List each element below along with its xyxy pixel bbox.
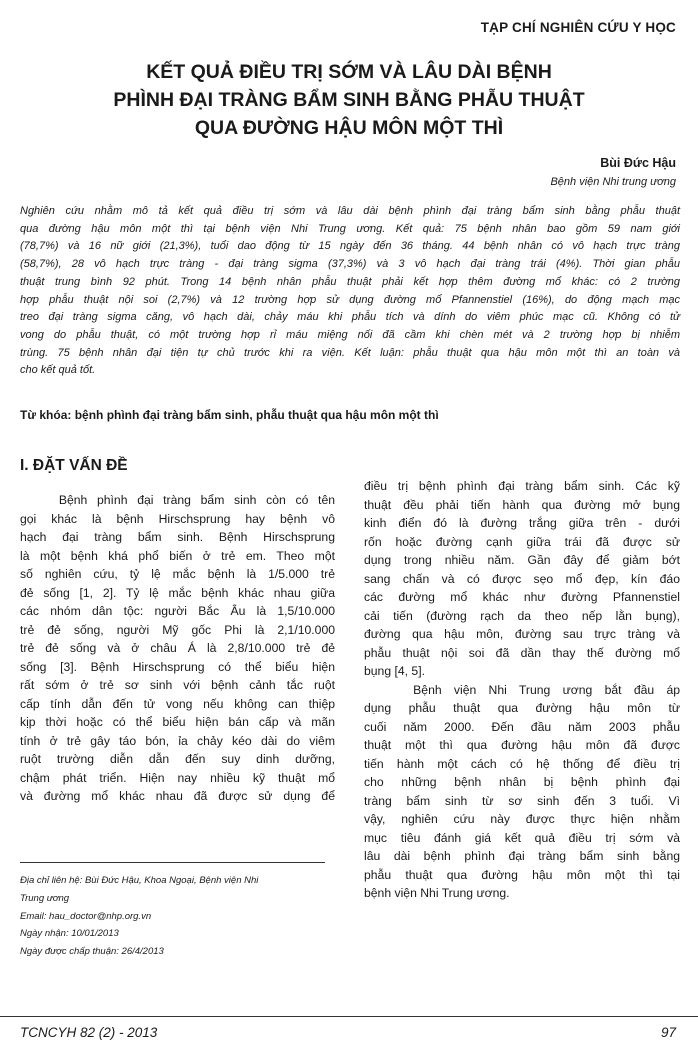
footnote-line: Địa chỉ liên hệ: Bùi Đức Hậu, Khoa Ngoại, Bệnh viện Nhi (20, 875, 259, 886)
body-line: vậy, nghiên cứu này được thực hiện nhằm (364, 812, 680, 826)
body-line: Bệnh phình đại tràng bẩm sinh còn có tên (20, 493, 335, 507)
body-line: tràng bẩm sinh từ sơ sinh đến 3 tuổi. Vì (364, 793, 680, 808)
abstract-line: treo đại tràng sigma căng, vô hạch dài, chảy máu khi phẫu tích và dính do viêm phúc mạc cũ. Không có tử (20, 311, 680, 324)
footer-divider (0, 1016, 698, 1017)
body-line: trẻ đẻ sống, người Mỹ gốc Phi là 2,1/10.000 (20, 622, 335, 637)
abstract-line: qua đường hậu môn một thì tại bệnh viện Nhi Trung ương. Kết quả: 75 bệnh nhân bao gồm 59 nam giới (20, 222, 680, 235)
body-line: rất sớm ở trẻ sơ sinh với bệnh cảnh tắc ruột (20, 678, 335, 692)
journal-issue: TCNCYH 82 (2) - 2013 (20, 1025, 158, 1040)
body-line: cuối năm 2000. Đến đầu năm 2003 phẫu (364, 719, 680, 734)
body-line: chậm phát triển. Hiện nay nhiều kỹ thuật mổ (20, 770, 335, 785)
title-line: PHÌNH ĐẠI TRÀNG BẨM SINH BẰNG PHẪU THUẬT (113, 89, 585, 111)
footnote-line: Email: hau_doctor@nhp.org.vn (20, 910, 152, 922)
abstract-line: (58,7%), 28 vô hạch trực tràng - đại tràng sigma (37,3%) và 3 vô hạch đại tràng trái (4%). Thời gian phẫu (20, 258, 680, 271)
body-line: các nhóm dân tộc: người Bắc Âu là 1,5/10.000 (20, 604, 335, 618)
abstract (20, 203, 680, 380)
body-line: các đường mổ khác như đường Pfannenstiel (364, 590, 680, 604)
body-line: ruột trường diễn dẫn đến suy dinh dưỡng, (20, 752, 335, 766)
keywords: Từ khóa: bệnh phình đại tràng bẩm sinh, phẫu thuật qua hậu môn một thì (20, 408, 439, 422)
abstract-line: hợp phẫu thuật nội soi (2,7%) và 12 trường hợp sử dụng đường mổ Pfannenstiel (16%), do động mạch mạc (20, 293, 680, 306)
body-line: sống [3]. Bệnh Hirschsprung có thể biểu hiện (20, 659, 335, 674)
body-line: dụng trong nhiều năm. Gần đây để giảm bớt (364, 553, 680, 567)
body-line: dụng phẫu thuật qua đường hậu môn từ (364, 701, 680, 715)
body-line: bụng [4, 5]. (364, 664, 425, 678)
body-line: đẻ sống [1, 2]. Tỷ lệ mắc bệnh khác nhau giữa (20, 585, 335, 600)
footnote-line: Ngày được chấp thuận: 26/4/2013 (20, 946, 164, 958)
journal-name: TẠP CHÍ NGHIÊN CỨU Y HỌC (480, 20, 676, 35)
body-line: đường qua hậu môn, đường sau trực tràng và (364, 627, 680, 641)
page-number: 97 (660, 1025, 676, 1040)
right-column (364, 477, 680, 903)
body-line: trẻ đẻ sống và ở châu Á là 2,8/10.000 trẻ đẻ (20, 641, 335, 655)
footnote-line: Ngày nhận: 10/01/2013 (20, 928, 119, 940)
article-title (20, 58, 678, 142)
body-line: thuật một thì qua đường hậu môn đã được (364, 738, 680, 752)
body-line: sang chấn và có được sẹo mổ đẹp, kín đáo (364, 571, 680, 586)
body-line: phẫu thuật qua đường hậu môn một thì tại (364, 867, 680, 882)
left-column (20, 491, 335, 806)
body-line: hạch đại tràng bẩm sinh. Bệnh Hirschsprung (20, 530, 335, 544)
body-line: mục tiêu đánh giá kết quả điều trị sớm và (364, 830, 680, 845)
body-line: kịp thời hoặc có thể biểu hiện bán cấp và mãn (20, 715, 335, 729)
body-line: bệnh viện Nhi Trung ương. (364, 886, 510, 900)
abstract-line: Nghiên cứu nhằm mô tả kết quả điều trị sớm và lâu dài bệnh phình đại tràng bẩm sinh bằng phẫu thuật (20, 205, 680, 217)
body-line: số nghiên cứu, tỷ lệ mắc bệnh là 1/5.000 trẻ (20, 567, 335, 581)
abstract-line: thuật trung bình 92 phút. Trong 14 bệnh nhân phẫu thuật phải kết hợp thêm đường mổ khác: có 2 trường (20, 275, 680, 288)
body-line: tính ở trẻ gây táo bón, ỉa chảy kéo dài do viêm (20, 733, 335, 748)
body-line: cấp tính dẫn đến tử vong nếu không can thiệp (20, 696, 335, 711)
body-line: cải tiến (đường rạch da theo nếp lằn bụng), (364, 608, 680, 623)
body-line: gọi khác là bệnh Hirschsprung hay bệnh vô (20, 511, 335, 526)
body-line: Bệnh viện Nhi Trung ương bắt đầu áp (364, 682, 680, 697)
body-line: là một bệnh khá phổ biến ở trẻ em. Theo một (20, 548, 335, 563)
section-heading: I. ĐẶT VẤN ĐỀ (20, 457, 128, 474)
abstract-line: cho kết quả tốt. (20, 364, 96, 377)
body-line: cho những bệnh nhân bị bệnh phình đại (364, 775, 680, 789)
abstract-line: (78,7%) và 16 nữ giới (21,3%), tuổi dao động từ 15 ngày đến 36 tháng. 44 bệnh nhân có vô hạch trực tràng (20, 240, 680, 253)
body-line: phẫu thuật nội soi đã dần thay thế đường mổ (364, 645, 680, 660)
footnote-line: Trung ương (20, 892, 70, 904)
abstract-line: trùng. 75 bệnh nhân đại tiện tự chủ trước khi ra viện. Kết luận: phẫu thuật qua hậu môn một thì an toàn và (20, 346, 680, 359)
body-line: lâu dài bệnh phình đại tràng bẩm sinh bằng (364, 849, 680, 863)
body-line: điều trị bệnh phình đại tràng bẩm sinh. Các kỹ (364, 479, 680, 493)
title-line: QUA ĐƯỜNG HẬU MÔN MỘT THÌ (194, 117, 504, 139)
author-name: Bùi Đức Hậu (600, 156, 676, 170)
footnote-divider (20, 862, 325, 863)
author-affiliation: Bệnh viện Nhi trung ương (550, 176, 676, 188)
body-line: tiến hành một cách có hệ thống để điều trị (364, 756, 680, 771)
body-line: kinh điển đó là đường trắng giữa trên - dưới (364, 516, 680, 530)
body-line: và đường mổ khác nhau đã được sử dụng để (20, 789, 335, 803)
title-line: KẾT QUẢ ĐIỀU TRỊ SỚM VÀ LÂU DÀI BỆNH (146, 61, 552, 83)
body-line: thuật đều phải tiến hành qua đường mở bụng (364, 497, 680, 512)
body-line: rốn hoặc đường cạnh giữa trái đã được sử (364, 534, 680, 549)
footnote (20, 872, 258, 961)
abstract-line: vong do phẫu thuật, có một trường hợp rỉ máu miệng nối đã cầm khi chèn mét và 2 trường hợp bị nhiễm (20, 328, 680, 341)
